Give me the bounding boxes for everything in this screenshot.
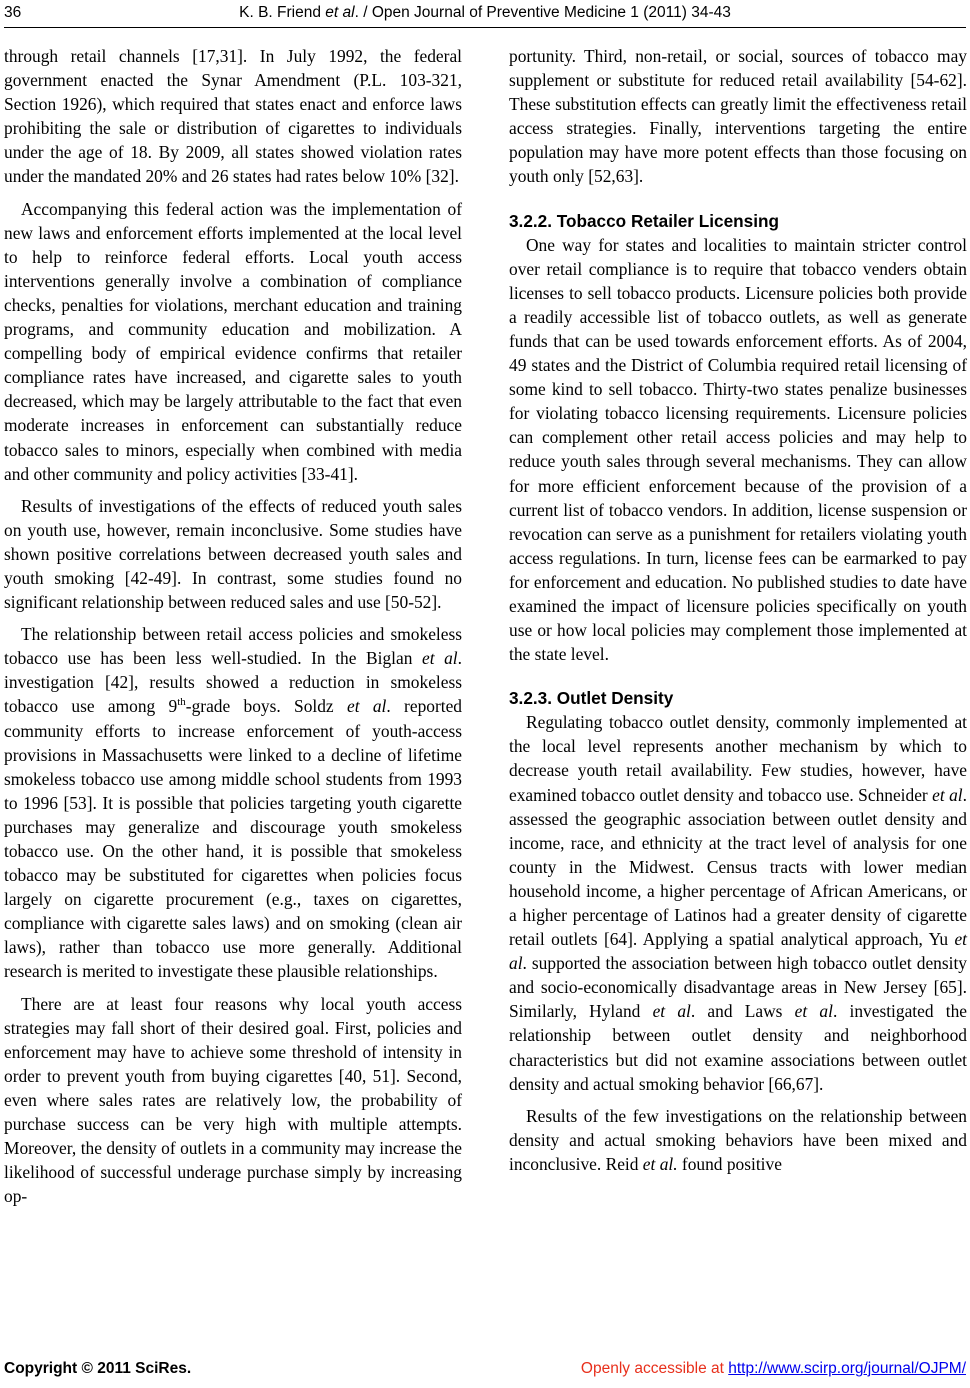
running-header — [0, 4, 970, 22]
left-paragraph-5: There are at least four reasons why local youth access strategies may fall short of their desired goal. First, policies and enforcement may have to achieve some threshold of intensity in order to prevent youth from buying cigarettes [40, 51]. Second, even where sales rates are relatively low, the probability of purchase success can be very high with multiple attempts. Moreover, the density of outlets in a community may increase the likelihood of successful underage purchase simply by increasing op- — [4, 993, 462, 1207]
right-paragraph-4 — [509, 1104, 967, 1176]
left-column — [4, 44, 462, 1216]
text-run: Results of the few investigations on the relationship between density and actual smoking behaviors have been mixed and inconclusive. Reid — [509, 1105, 967, 1174]
text-run: . assessed the geographic association between outlet density and income, race, and ethnicity at the tract level of analysis for one county in the Midwest. Census tracts with lower median household income, a higher percentage of African Americans, or a higher percentage of Latinos had a greater density of cigarette retail outlets [64]. Applying a spatial analytical approach, Yu — [509, 784, 967, 950]
left-paragraph-4 — [4, 622, 462, 983]
text-run: . and Laws — [690, 1001, 795, 1022]
etal-italic: et al — [794, 1001, 833, 1022]
text-run: . reported community efforts to increase enforcement of youth-access provisions in Massachusetts were linked to a decline of lifetime smokeless tobacco use among middle school students from 1993 to 1996 [53]. It is possible that policies targeting youth cigarette purchases may generalize and discourage youth smokeless tobacco use. On the other hand, it is possible that smokeless tobacco may be substituted for cigarettes when policies focus largely on cigarette procurement (e.g., taxes on cigarettes, compliance with cigarette sales laws) and on smoking (clean air laws), rather than tobacco use more generally. Additional research is merited to investigate these plausible relationships. — [4, 696, 462, 982]
etal-italic: et al — [652, 1001, 691, 1022]
etal-italic: et al — [932, 784, 963, 805]
header-journal: . / Open Journal of Preventive Medicine 1 (2011) 34-43 — [354, 4, 731, 21]
text-run: -grade boys. Soldz — [185, 696, 347, 717]
header-authors: K. B. Friend — [239, 4, 326, 21]
copyright: Copyright © 2011 SciRes. — [4, 1360, 192, 1377]
text-run: . supported the association between high tobacco outlet density and socio-economically disadvantage areas in New Jersey [65]. Similarly, Hyland — [509, 953, 967, 1022]
right-paragraph-1: portunity. Third, non-retail, or social, sources of tobacco may supplement or substitute for reduced retail availability [54-62]. These substitution effects can greatly limit the effectiveness retail access strategies. Finally, interventions targeting the entire population may have more potent effects than those focusing on youth only [52,63]. — [509, 46, 967, 187]
text-run: . investigated the relationship between outlet density and neighborhood characteristics but did not examine associations between outlet density and actual smoking behavior [66,67]. — [509, 1001, 967, 1094]
etal-italic: et al. — [642, 1153, 678, 1174]
etal-italic: et al — [509, 929, 967, 974]
superscript: th — [177, 696, 186, 709]
open-access-note — [581, 1360, 966, 1378]
left-paragraph-1: through retail channels [17,31]. In July 1992, the federal government enacted the Synar Amendment (P.L. 103-321, Section 1926), which required that states enact and enforce laws prohibiting the sale or distribution of cigarettes to individuals under the age of 18. By 2009, all states showed violation rates under the mandated 20% and 26 states had rates below 10% [32]. — [4, 46, 462, 187]
page-number: 36 — [4, 4, 22, 21]
right-paragraph-3 — [509, 710, 967, 1096]
left-paragraph-3: Results of investigations of the effects of reduced youth sales on youth use, however, remain inconclusive. Some studies have shown positive correlations between decreased youth sales and youth smoking [42-49]. In contrast, some studies found no significant relationship between reduced sales and use [50-52]. — [4, 495, 462, 613]
text-run: found positive — [677, 1153, 782, 1174]
right-column — [509, 44, 967, 1184]
journal-link[interactable]: http://www.scirp.org/journal/OJPM/ — [728, 1360, 966, 1377]
text-run: Regulating tobacco outlet density, commonly implemented at the local level represents another mechanism by which to decrease youth retail availability. Few studies, however, have examined tobacco outlet density and tobacco use. Schneider — [509, 712, 967, 805]
access-text: Openly accessible at — [580, 1360, 729, 1377]
etal-italic: et al — [421, 648, 458, 669]
text-run: The relationship between retail access policies and smokeless tobacco use has been less well-studied. In the Biglan — [4, 624, 462, 669]
right-paragraph-2: One way for states and localities to maintain stricter control over retail compliance is to require that tobacco venders obtain licenses to sell tobacco products. Licensure policies both provide a readily accessible list of tobacco outlets, as well as generate funds that can be used towards enforcement efforts. As of 2004, 49 states and the District of Columbia required retail licensing of some kind to sell tobacco. Thirty-two states penalize businesses for violating tobacco licensing requirements. Licensure policies can complement other retail access policies and may help to reduce youth sales through several mechanisms. They can allow for more efficient enforcement because of the provision of a current list of tobacco vendors. In addition, license suspension or revocation can serve as a punishment for retailers violating youth access regulations. In turn, license fees can be earmarked to pay for enforcement and education. No published studies to date have examined the impact of licensure policies specifically on youth use or how local policies may complement those implemented at the state level. — [509, 234, 967, 665]
etal-italic: et al — [346, 696, 387, 717]
page-header — [0, 0, 970, 30]
header-rule — [4, 27, 966, 28]
text-run: . investigation [42], results showed a reduction in smokeless tobacco use among 9 — [4, 648, 462, 717]
section-heading-licensing: 3.2.2. Tobacco Retailer Licensing — [509, 210, 779, 231]
left-paragraph-2: Accompanying this federal action was the implementation of new laws and enforcement efforts implemented at the local level to help to reinforce federal efforts. Local youth access interventions generally involve a combination of compliance checks, penalties for violations, merchant education and training programs, and community education and mobilization. A compelling body of empirical evidence confirms that retailer compliance rates have increased, and cigarette sales to youth decreased, which may be largely attributable to the fact that even moderate increases in enforcement can substantially reduce tobacco sales to minors, especially when combined with media and other community and policy activities [33-41]. — [4, 198, 462, 484]
header-etal: et al — [325, 4, 355, 21]
section-heading-density: 3.2.3. Outlet Density — [509, 688, 674, 709]
